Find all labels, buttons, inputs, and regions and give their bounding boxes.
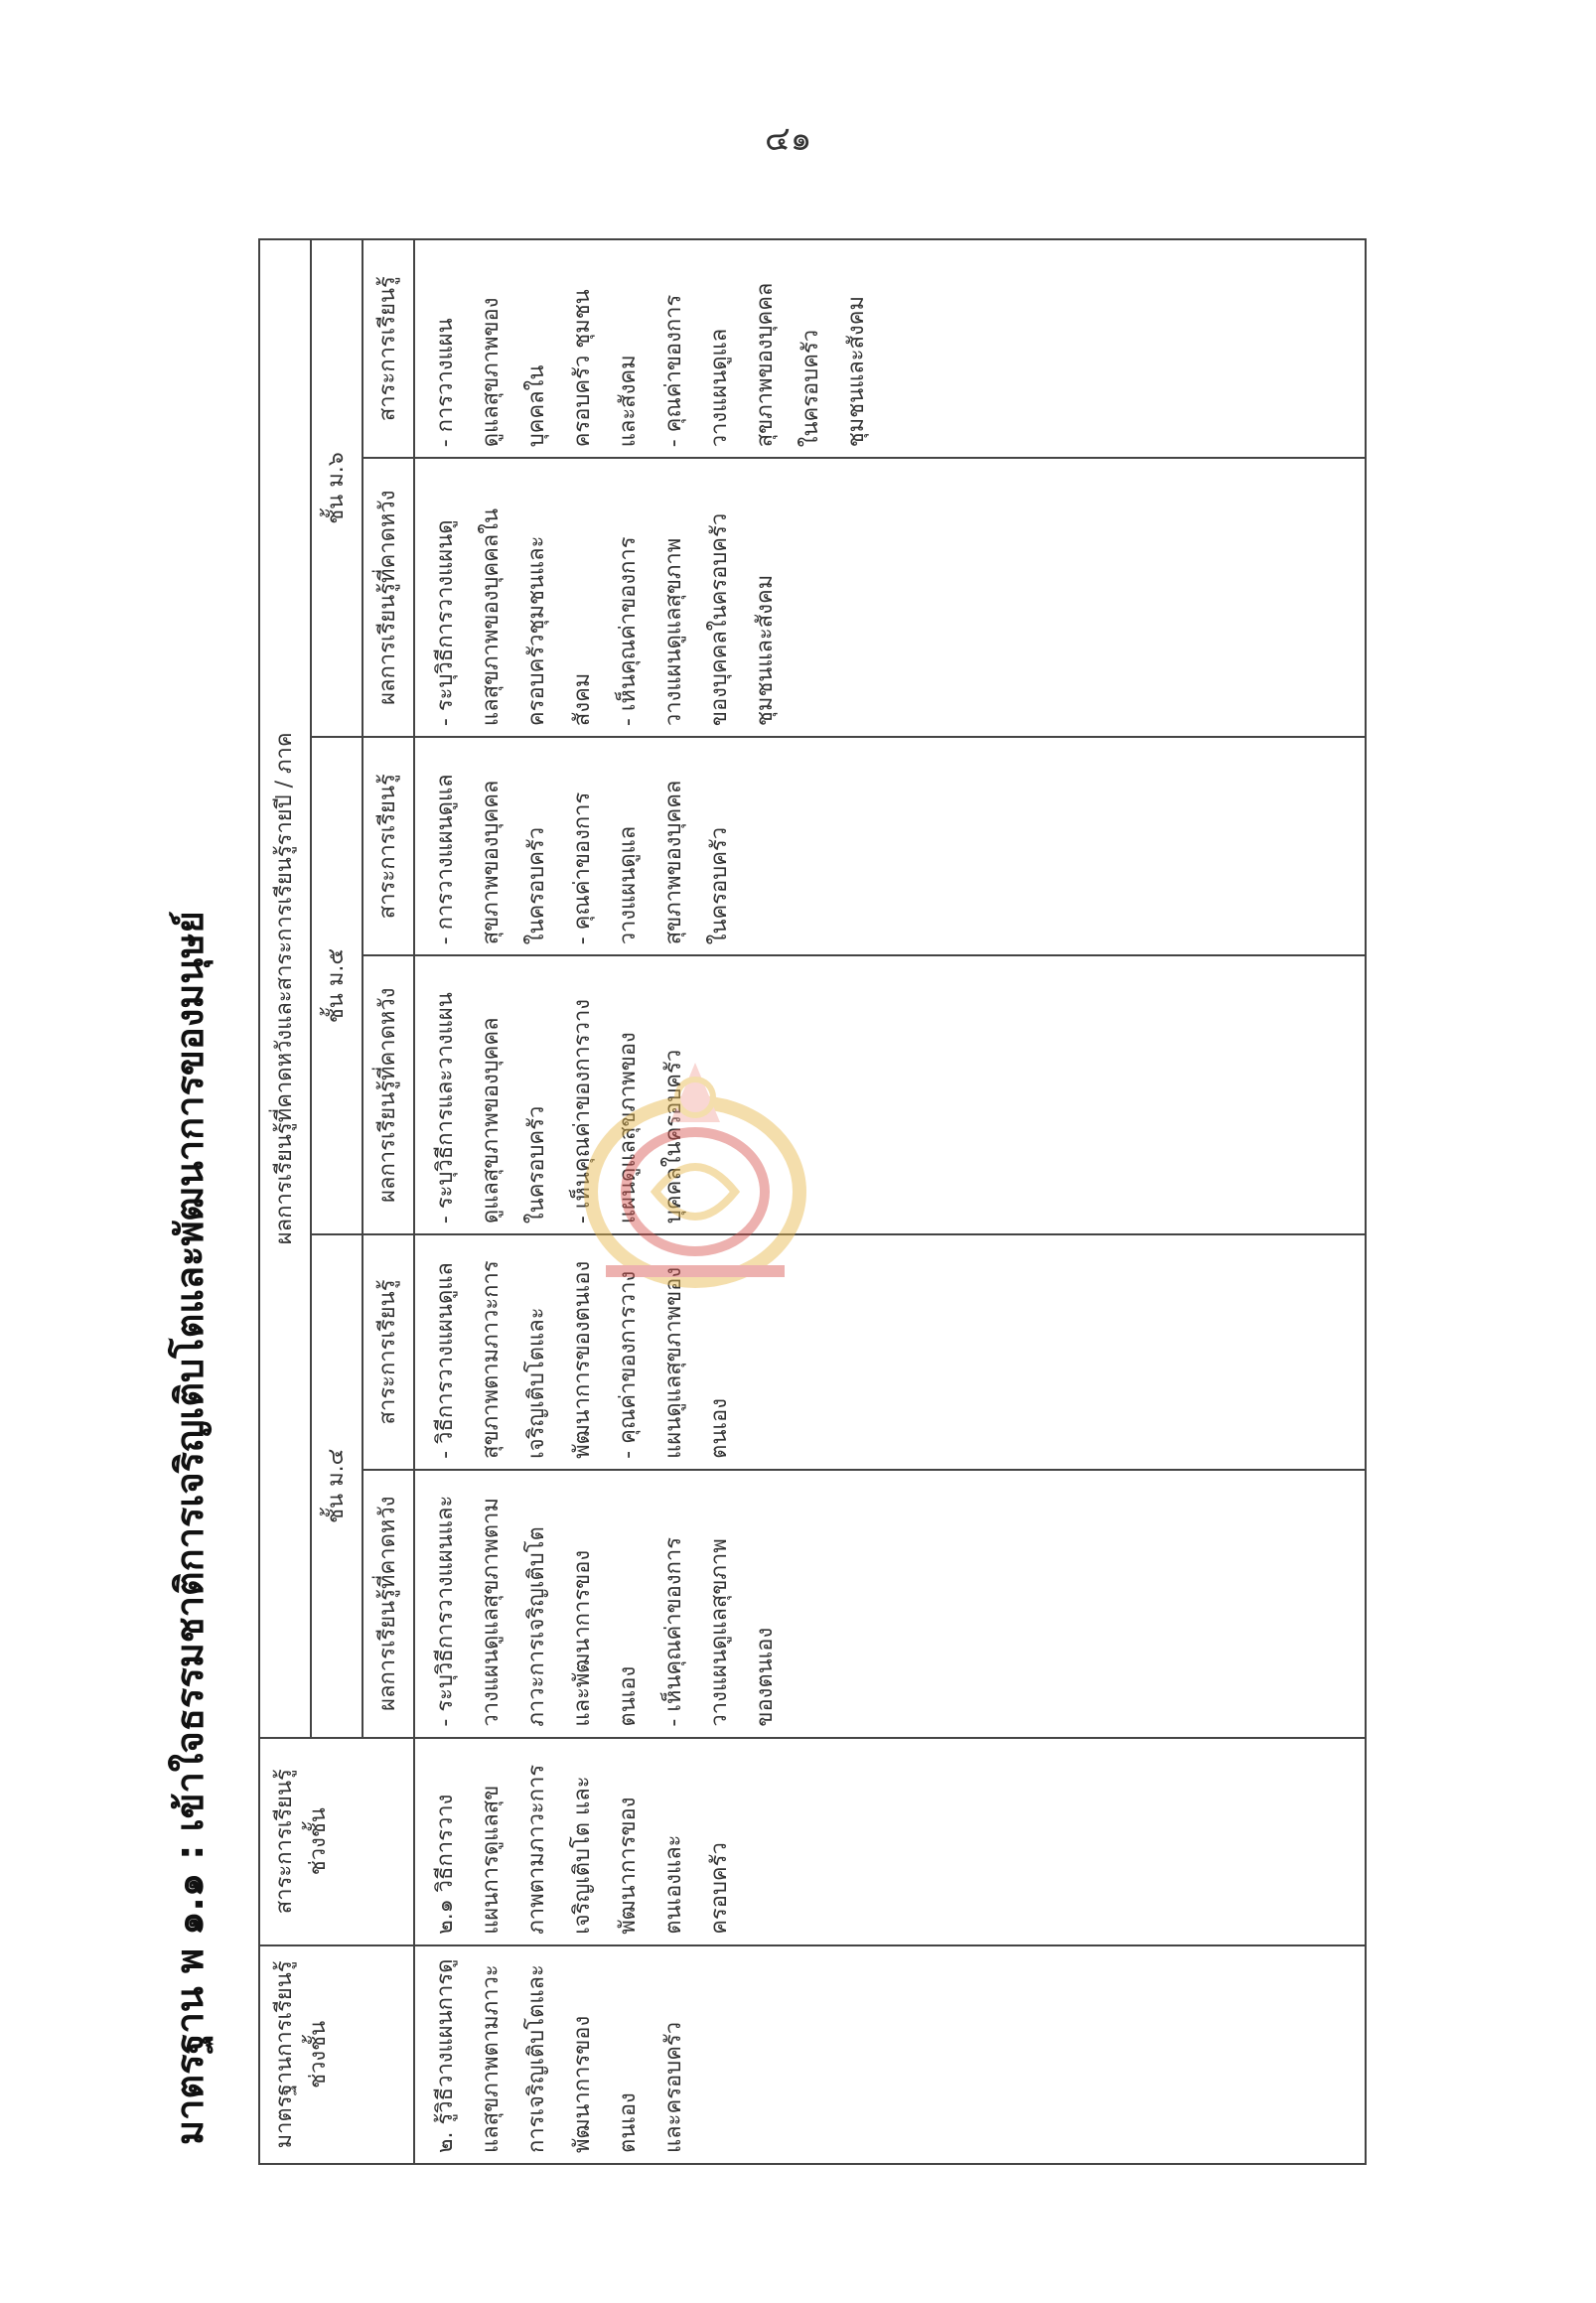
ministry-of-education-emblem-icon bbox=[566, 1023, 824, 1321]
page-number: ๔๑ bbox=[765, 119, 812, 159]
header-m4-content: สาระการเรียนรู้ bbox=[363, 1234, 414, 1470]
cell-m6-expected: - ระบุวิธีการวางแผนดู แลสุขภาพของบุคคลใน ครอบครัวชุมชนและ สังคม - เห็นคุณค่าของการ วางแผนดูแลสุขภาพ ของบุคคลในครอบครัว ชุมชนและสังคม bbox=[414, 458, 1366, 737]
header-group-label: ผลการเรียนรู้ที่คาดหวังและสาระการเรียนรู้รายปี / ภาค bbox=[259, 239, 311, 1738]
header-m6-content: สาระการเรียนรู้ bbox=[363, 239, 414, 458]
cell-m5-expected: - ระบุวิธีการและวางแผน ดูแลสุขภาพของบุคคล ในครอบครัว - เห็นคุณค่าของการวาง แผนดูแลสุขภาพของ บุคคลในครอบครัว bbox=[414, 955, 1366, 1234]
cell-standard: ๒. รู้วิธีวางแผนการดู แลสุขภาพตามภาวะ การเจริญเติบโตและ พัฒนาการของตนเอง และครอบครัว bbox=[414, 1945, 1366, 2164]
cell-m4-content: - วิธีการวางแผนดูแล สุขภาพตามภาวะการ เจริญเติบโตและ พัฒนาการของตนเอง - คุณค่าของการวาง แผนดูแลสุขภาพของ ตนเอง bbox=[414, 1234, 1366, 1470]
header-m5-expected: ผลการเรียนรู้ที่คาดหวัง bbox=[363, 955, 414, 1234]
cell-m4-expected: - ระบุวิธีการวางแผนและ วางแผนดูแลสุขภาพตาม ภาวะการเจริญเติบโต และพัฒนาการของ ตนเอง - เห็นคุณค่าของการ วางแผนดูแลสุขภาพ ของตนเอง bbox=[414, 1470, 1366, 1738]
header-row-group bbox=[259, 239, 311, 2164]
cell-m6-content: - การวางแผน ดูแลสุขภาพของ บุคคลใน ครอบครัว ชุมชน และสังคม - คุณค่าของการ วางแผนดูแล สุขภาพของบุคคล ในครอบครัว ชุมชนและสังคม bbox=[414, 239, 1366, 458]
header-m4-expected: ผลการเรียนรู้ที่คาดหวัง bbox=[363, 1470, 414, 1738]
header-content: สาระการเรียนรู้ ช่วงชั้น bbox=[259, 1738, 414, 1945]
rotated-page-content bbox=[139, 139, 1410, 2185]
page-title: มาตรฐาน พ ๑.๑ : เข้าใจธรรมชาติการเจริญเติบโตและพัฒนาการของมนุษย์ bbox=[168, 911, 212, 2145]
header-standard: มาตรฐานการเรียนรู้ ช่วงชั้น bbox=[259, 1945, 414, 2164]
header-grade-m6: ชั้น ม.๖ bbox=[311, 239, 363, 737]
header-grade-m4: ชั้น ม.๔ bbox=[311, 1234, 363, 1738]
header-grade-m5: ชั้น ม.๕ bbox=[311, 737, 363, 1234]
cell-content: ๒.๑ วิธีการวาง แผนการดูแลสุข ภาพตามภาวะการ เจริญเติบโต และ พัฒนาการของ ตนเองและ ครอบครัว bbox=[414, 1738, 1366, 1945]
header-m6-expected: ผลการเรียนรู้ที่คาดหวัง bbox=[363, 458, 414, 737]
cell-m5-content: - การวางแผนดูแล สุขภาพของบุคคล ในครอบครัว - คุณค่าของการ วางแผนดูแล สุขภาพของบุคคล ในครอบครัว bbox=[414, 737, 1366, 955]
header-m5-content: สาระการเรียนรู้ bbox=[363, 737, 414, 955]
table-row bbox=[414, 239, 1366, 2164]
